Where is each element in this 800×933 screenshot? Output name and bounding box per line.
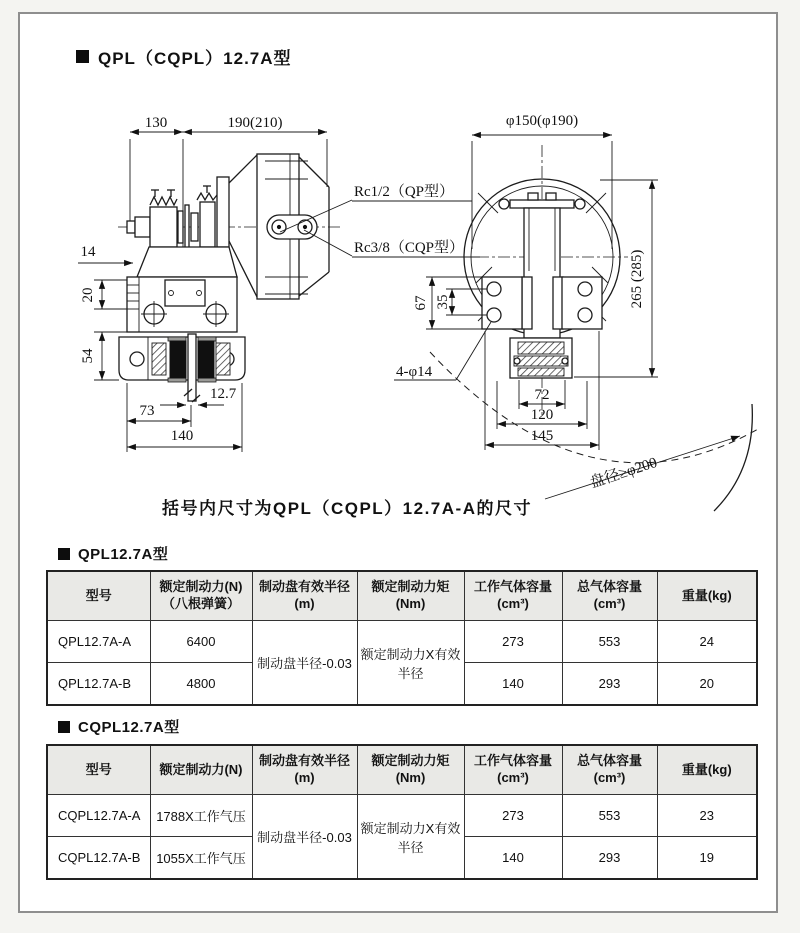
header-weight: 重量(kg) (657, 571, 757, 621)
header-working-volume: 工作气体容量 (cm³) (464, 745, 562, 795)
cell-total-volume: 293 (562, 663, 657, 706)
dim-140: 140 (170, 428, 194, 444)
dim-190-210: 190(210) (227, 115, 283, 131)
qpl-spec-table (46, 570, 758, 706)
header-torque: 额定制动力矩 (Nm) (357, 571, 464, 621)
page-title-text: QPL（CQPL）12.7A型 (98, 49, 292, 68)
cell-model: QPL12.7A-B (47, 663, 150, 706)
dim-72: 72 (534, 387, 550, 403)
front-view-drawing (394, 113, 758, 511)
header-row (47, 745, 757, 795)
cqpl-spec-table (46, 744, 758, 880)
section-title-cqpl-text: CQPL12.7A型 (78, 719, 180, 736)
header-force: 额定制动力(N) （八根弹簧） (150, 571, 252, 621)
dim-73: 73 (139, 403, 155, 419)
cell-force: 1055X工作气压 (150, 837, 252, 880)
header-total-volume: 总气体容量 (cm³) (562, 745, 657, 795)
label-rc12-qp: Rc1/2（QP型） (354, 184, 455, 200)
section-title-qpl-text: QPL12.7A型 (78, 546, 169, 563)
dim-130: 130 (144, 115, 168, 131)
cell-working-volume: 273 (464, 621, 562, 663)
header-radius: 制动盘有效半径 (m) (252, 571, 357, 621)
header-model: 型号 (47, 745, 150, 795)
header-row (47, 571, 757, 621)
header-torque: 额定制动力矩 (Nm) (357, 745, 464, 795)
label-rc38-cqp: Rc3/8（CQP型） (354, 240, 465, 256)
cell-force: 4800 (150, 663, 252, 706)
table-row (47, 621, 757, 663)
section-title-qpl (58, 543, 168, 564)
drawing-caption: 括号内尺寸为QPL（CQPL）12.7A-A的尺寸 (162, 499, 532, 518)
label-4-d14-holes: 4-φ14 (396, 364, 433, 380)
catalog-sheet (18, 12, 778, 913)
cell-torque-merged: 额定制动力X有效半径 (357, 621, 464, 706)
dim-20: 20 (80, 287, 96, 303)
cell-weight: 20 (657, 663, 757, 706)
cell-model: CQPL12.7A-B (47, 837, 150, 880)
header-force: 额定制动力(N) (150, 745, 252, 795)
header-total-volume: 总气体容量 (cm³) (562, 571, 657, 621)
cell-torque-merged: 额定制动力X有效半径 (357, 795, 464, 880)
technical-drawings (40, 99, 770, 529)
dim-35: 35 (435, 294, 451, 310)
section-title-cqpl (58, 716, 180, 737)
cell-radius-merged: 制动盘半径-0.03 (252, 621, 357, 706)
dim-67: 67 (413, 295, 429, 311)
cell-force: 6400 (150, 621, 252, 663)
cell-working-volume: 140 (464, 837, 562, 880)
dim-120: 120 (530, 407, 554, 423)
dim-54: 54 (80, 348, 96, 364)
cell-total-volume: 553 (562, 795, 657, 837)
black-square-bullet-icon (58, 548, 70, 560)
header-model: 型号 (47, 571, 150, 621)
cell-total-volume: 293 (562, 837, 657, 880)
cell-weight: 24 (657, 621, 757, 663)
cell-total-volume: 553 (562, 621, 657, 663)
cell-force: 1788X工作气压 (150, 795, 252, 837)
black-square-bullet-icon (76, 50, 89, 63)
cell-weight: 23 (657, 795, 757, 837)
dim-12-7: 12.7 (210, 386, 237, 402)
header-working-volume: 工作气体容量 (cm³) (464, 571, 562, 621)
cell-working-volume: 140 (464, 663, 562, 706)
cell-weight: 19 (657, 837, 757, 880)
page-title (76, 44, 292, 69)
cell-model: CQPL12.7A-A (47, 795, 150, 837)
header-weight: 重量(kg) (657, 745, 757, 795)
table-row (47, 795, 757, 837)
cell-radius-merged: 制动盘半径-0.03 (252, 795, 357, 880)
disc-diameter-note: 盘径≥φ200 (588, 454, 660, 492)
side-view-drawing (78, 115, 480, 452)
dim-265-285: 265 (285) (629, 249, 645, 309)
cell-working-volume: 273 (464, 795, 562, 837)
dim-d150-d190: φ150(φ190) (505, 113, 579, 129)
black-square-bullet-icon (58, 721, 70, 733)
header-radius: 制动盘有效半径 (m) (252, 745, 357, 795)
dim-14: 14 (80, 244, 96, 260)
dim-145: 145 (530, 428, 554, 444)
cell-model: QPL12.7A-A (47, 621, 150, 663)
